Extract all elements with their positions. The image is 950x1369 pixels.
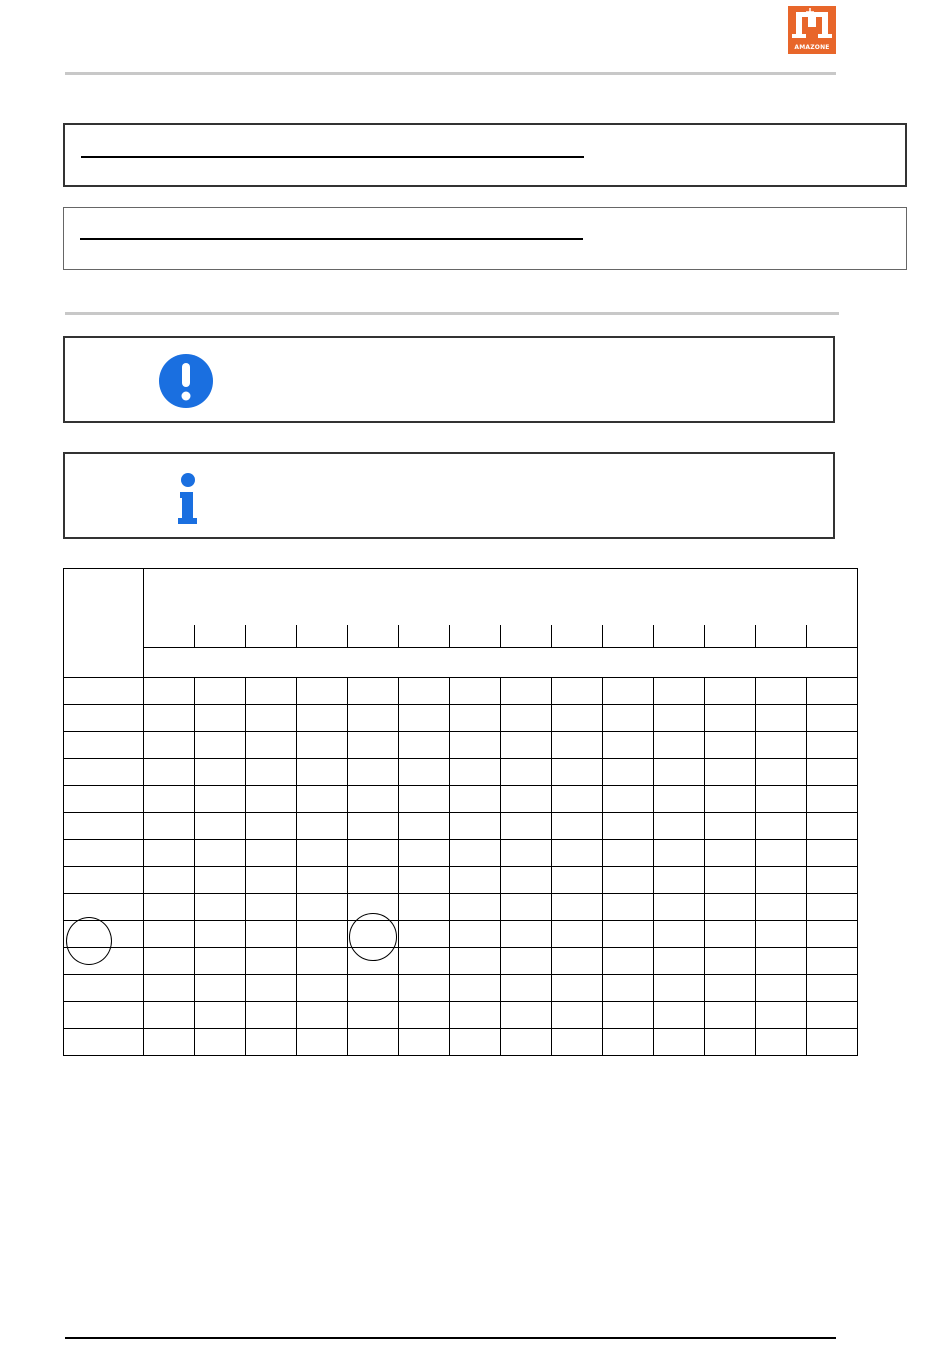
table-cell bbox=[501, 1002, 552, 1029]
table-cell bbox=[552, 840, 603, 867]
table-cell bbox=[654, 867, 705, 894]
table-row bbox=[64, 786, 858, 813]
table-cell bbox=[144, 813, 195, 840]
table-cell bbox=[195, 813, 246, 840]
table-cell bbox=[552, 948, 603, 975]
table-cell bbox=[399, 705, 450, 732]
table-cell bbox=[246, 705, 297, 732]
table-cell bbox=[195, 1002, 246, 1029]
table-cell bbox=[756, 1002, 807, 1029]
amazone-logo bbox=[788, 6, 836, 54]
table-cell bbox=[450, 759, 501, 786]
table-cell bbox=[603, 813, 654, 840]
table-cell bbox=[246, 759, 297, 786]
table-cell bbox=[195, 705, 246, 732]
table-cell bbox=[552, 1002, 603, 1029]
table-cell bbox=[603, 732, 654, 759]
table-cell bbox=[756, 1029, 807, 1056]
table-cell bbox=[501, 759, 552, 786]
table-cell bbox=[399, 1029, 450, 1056]
table-cell bbox=[144, 786, 195, 813]
table-cell bbox=[603, 678, 654, 705]
table-cell bbox=[807, 813, 858, 840]
table-cell bbox=[603, 786, 654, 813]
table-cell bbox=[756, 921, 807, 948]
table-cell bbox=[450, 1002, 501, 1029]
table-row-label-cell bbox=[64, 975, 144, 1002]
table-subheader-cell bbox=[807, 625, 858, 648]
table-cell bbox=[603, 1029, 654, 1056]
table-cell bbox=[654, 921, 705, 948]
table-cell bbox=[144, 759, 195, 786]
table-subheader-row bbox=[64, 625, 858, 648]
table-row bbox=[64, 1029, 858, 1056]
table-cell bbox=[552, 759, 603, 786]
table-row bbox=[64, 948, 858, 975]
table-cell bbox=[603, 921, 654, 948]
table-cell bbox=[399, 678, 450, 705]
table-cell bbox=[552, 1029, 603, 1056]
table-units-cell bbox=[144, 648, 858, 678]
table-cell bbox=[501, 1029, 552, 1056]
table-cell bbox=[246, 948, 297, 975]
table-cell bbox=[144, 840, 195, 867]
table-cell bbox=[807, 678, 858, 705]
table-cell bbox=[144, 867, 195, 894]
table-cell bbox=[705, 894, 756, 921]
table-cell bbox=[399, 759, 450, 786]
table-cell bbox=[348, 867, 399, 894]
table-cell bbox=[654, 759, 705, 786]
table-row bbox=[64, 975, 858, 1002]
table-cell bbox=[195, 867, 246, 894]
table-row bbox=[64, 705, 858, 732]
table-row-label-cell bbox=[64, 705, 144, 732]
table-cell bbox=[348, 786, 399, 813]
table-cell bbox=[705, 840, 756, 867]
table-cell bbox=[297, 759, 348, 786]
table-cell bbox=[756, 732, 807, 759]
table-cell bbox=[552, 975, 603, 1002]
table-row-label-cell bbox=[64, 786, 144, 813]
table-row-label-cell bbox=[64, 813, 144, 840]
table-cell bbox=[705, 1029, 756, 1056]
table-cell bbox=[399, 894, 450, 921]
table-cell bbox=[246, 1002, 297, 1029]
table-cell bbox=[348, 1002, 399, 1029]
calibration-table bbox=[63, 568, 858, 1056]
table-subheader-cell bbox=[348, 625, 399, 648]
table-cell bbox=[552, 867, 603, 894]
table-cell bbox=[552, 813, 603, 840]
table-cell bbox=[756, 867, 807, 894]
table-subheader-cell bbox=[195, 625, 246, 648]
table-cell bbox=[348, 975, 399, 1002]
table-cell bbox=[348, 705, 399, 732]
table-cell bbox=[705, 732, 756, 759]
table-cell bbox=[654, 678, 705, 705]
table-row-label-cell bbox=[64, 840, 144, 867]
table-subheader-cell bbox=[603, 625, 654, 648]
table-cell bbox=[552, 894, 603, 921]
table-cell bbox=[552, 732, 603, 759]
table-cell bbox=[705, 867, 756, 894]
logo-label: AMAZONE bbox=[794, 44, 830, 51]
table-row bbox=[64, 1002, 858, 1029]
table-cell bbox=[450, 705, 501, 732]
table-cell bbox=[756, 975, 807, 1002]
table-cell bbox=[705, 705, 756, 732]
table-cell bbox=[297, 705, 348, 732]
section-rule bbox=[65, 312, 839, 315]
table-cell bbox=[399, 948, 450, 975]
table-row-label-cell bbox=[64, 678, 144, 705]
table-cell bbox=[654, 813, 705, 840]
table-cell bbox=[654, 705, 705, 732]
table-cell bbox=[144, 705, 195, 732]
table-cell bbox=[195, 921, 246, 948]
table-cell bbox=[705, 921, 756, 948]
table-cell bbox=[450, 786, 501, 813]
table-row-label-cell bbox=[64, 1029, 144, 1056]
table-cell bbox=[399, 975, 450, 1002]
table-cell bbox=[195, 759, 246, 786]
heading-underline-1 bbox=[81, 156, 584, 158]
table-cell bbox=[603, 867, 654, 894]
table-cell bbox=[654, 786, 705, 813]
table-cell bbox=[501, 813, 552, 840]
table-subheader-cell bbox=[399, 625, 450, 648]
table-cell bbox=[450, 840, 501, 867]
table-cell bbox=[246, 840, 297, 867]
table-cell bbox=[297, 732, 348, 759]
table-cell bbox=[246, 1029, 297, 1056]
table-cell bbox=[807, 840, 858, 867]
table-cell bbox=[246, 894, 297, 921]
table-cell bbox=[705, 1002, 756, 1029]
table-cell bbox=[705, 678, 756, 705]
table-cell bbox=[603, 975, 654, 1002]
table-cell bbox=[654, 948, 705, 975]
table-cell bbox=[297, 840, 348, 867]
table-cell bbox=[450, 975, 501, 1002]
table-cell bbox=[297, 1029, 348, 1056]
table-cell bbox=[144, 732, 195, 759]
table-cell bbox=[195, 975, 246, 1002]
table-cell bbox=[195, 894, 246, 921]
table-cell bbox=[348, 678, 399, 705]
table-cell bbox=[246, 975, 297, 1002]
table-cell bbox=[195, 948, 246, 975]
table-cell bbox=[399, 813, 450, 840]
table-cell bbox=[807, 894, 858, 921]
table-cell bbox=[246, 678, 297, 705]
table-cell bbox=[399, 1002, 450, 1029]
table-cell bbox=[144, 975, 195, 1002]
table-cell bbox=[195, 786, 246, 813]
table-cell bbox=[144, 1029, 195, 1056]
table-cell bbox=[552, 786, 603, 813]
table-row bbox=[64, 840, 858, 867]
table-cell bbox=[297, 813, 348, 840]
table-row bbox=[64, 921, 858, 948]
table-cell bbox=[654, 894, 705, 921]
table-cell bbox=[297, 894, 348, 921]
table-cell bbox=[399, 867, 450, 894]
table-cell bbox=[552, 678, 603, 705]
table-cell bbox=[756, 948, 807, 975]
table-cell bbox=[144, 948, 195, 975]
table-cell bbox=[246, 732, 297, 759]
heading-box-2 bbox=[63, 207, 907, 270]
table-cell bbox=[297, 786, 348, 813]
table-cell bbox=[654, 975, 705, 1002]
table-cell bbox=[501, 678, 552, 705]
table-cell bbox=[195, 1029, 246, 1056]
table-row bbox=[64, 867, 858, 894]
table-grid bbox=[63, 568, 858, 1056]
exclamation-icon bbox=[157, 354, 215, 408]
table-cell bbox=[807, 867, 858, 894]
table-cell bbox=[552, 705, 603, 732]
table-cell bbox=[501, 867, 552, 894]
table-cell bbox=[246, 786, 297, 813]
table-row bbox=[64, 732, 858, 759]
table-cell bbox=[297, 867, 348, 894]
table-cell bbox=[603, 840, 654, 867]
table-row-label-cell bbox=[64, 732, 144, 759]
table-row-label-cell bbox=[64, 894, 144, 921]
table-header-cell bbox=[144, 569, 858, 626]
table-cell bbox=[450, 948, 501, 975]
table-cell bbox=[450, 867, 501, 894]
table-cell bbox=[552, 921, 603, 948]
table-cell bbox=[246, 867, 297, 894]
table-cell bbox=[807, 921, 858, 948]
table-cell bbox=[297, 975, 348, 1002]
table-cell bbox=[450, 894, 501, 921]
table-cell bbox=[756, 840, 807, 867]
header-rule bbox=[65, 72, 836, 75]
table-row-label-cell bbox=[64, 1002, 144, 1029]
table-cell bbox=[654, 1002, 705, 1029]
table-cell bbox=[450, 921, 501, 948]
marker-circle-1 bbox=[66, 917, 112, 965]
table-cell bbox=[348, 813, 399, 840]
table-cell bbox=[705, 786, 756, 813]
table-cell bbox=[399, 732, 450, 759]
table-cell bbox=[348, 840, 399, 867]
table-cell bbox=[654, 732, 705, 759]
table-cell bbox=[399, 921, 450, 948]
table-cell bbox=[705, 948, 756, 975]
table-cell bbox=[501, 894, 552, 921]
table-cell bbox=[144, 1002, 195, 1029]
table-cell bbox=[501, 732, 552, 759]
heading-underline-2 bbox=[80, 238, 583, 240]
table-cell bbox=[297, 1002, 348, 1029]
table-subheader-cell bbox=[501, 625, 552, 648]
table-row bbox=[64, 894, 858, 921]
table-cell bbox=[756, 678, 807, 705]
important-notice-box bbox=[63, 336, 835, 423]
table-cell bbox=[603, 894, 654, 921]
table-cell bbox=[144, 678, 195, 705]
table-cell bbox=[246, 813, 297, 840]
table-row-label-cell bbox=[64, 759, 144, 786]
table-cell bbox=[450, 732, 501, 759]
table-subheader-cell bbox=[756, 625, 807, 648]
table-row bbox=[64, 759, 858, 786]
tractor-icon bbox=[788, 6, 836, 46]
table-cell bbox=[195, 840, 246, 867]
info-icon bbox=[172, 470, 204, 526]
table-cell bbox=[144, 921, 195, 948]
table-subheader-cell bbox=[246, 625, 297, 648]
info-notice-box bbox=[63, 452, 835, 539]
table-cell bbox=[297, 678, 348, 705]
table-cell bbox=[348, 759, 399, 786]
table-cell bbox=[501, 786, 552, 813]
table-row-label-cell bbox=[64, 867, 144, 894]
table-cell bbox=[807, 975, 858, 1002]
heading-box-1 bbox=[63, 123, 907, 187]
table-subheader-cell bbox=[552, 625, 603, 648]
table-cell bbox=[348, 732, 399, 759]
table-cell bbox=[501, 705, 552, 732]
table-cell bbox=[399, 786, 450, 813]
table-cell bbox=[399, 840, 450, 867]
table-cell bbox=[756, 759, 807, 786]
table-cell bbox=[756, 786, 807, 813]
table-cell bbox=[807, 786, 858, 813]
table-subheader-cell bbox=[705, 625, 756, 648]
table-cell bbox=[501, 921, 552, 948]
table-cell bbox=[654, 840, 705, 867]
table-cell bbox=[348, 1029, 399, 1056]
table-cell bbox=[195, 732, 246, 759]
table-cell bbox=[654, 1029, 705, 1056]
table-subheader-cell bbox=[144, 625, 195, 648]
table-cell bbox=[297, 921, 348, 948]
table-row bbox=[64, 813, 858, 840]
table-cell bbox=[705, 813, 756, 840]
table-cell bbox=[705, 759, 756, 786]
table-subheader-cell bbox=[450, 625, 501, 648]
footer-rule bbox=[65, 1337, 836, 1339]
table-cell bbox=[603, 948, 654, 975]
table-cell bbox=[501, 840, 552, 867]
table-cell bbox=[807, 1002, 858, 1029]
table-cell bbox=[603, 705, 654, 732]
marker-circle-2 bbox=[349, 913, 397, 961]
table-cell bbox=[246, 921, 297, 948]
table-row bbox=[64, 678, 858, 705]
table-corner-cell bbox=[64, 569, 144, 678]
table-cell bbox=[450, 678, 501, 705]
table-cell bbox=[807, 1029, 858, 1056]
table-cell bbox=[195, 678, 246, 705]
table-cell bbox=[705, 975, 756, 1002]
table-cell bbox=[807, 705, 858, 732]
table-cell bbox=[756, 894, 807, 921]
table-cell bbox=[756, 705, 807, 732]
table-cell bbox=[501, 975, 552, 1002]
table-cell bbox=[807, 759, 858, 786]
table-cell bbox=[603, 1002, 654, 1029]
table-cell bbox=[450, 1029, 501, 1056]
table-cell bbox=[501, 948, 552, 975]
table-cell bbox=[297, 948, 348, 975]
table-subheader-cell bbox=[297, 625, 348, 648]
table-cell bbox=[144, 894, 195, 921]
table-cell bbox=[807, 948, 858, 975]
table-cell bbox=[450, 813, 501, 840]
table-subheader-cell bbox=[654, 625, 705, 648]
table-cell bbox=[807, 732, 858, 759]
table-cell bbox=[756, 813, 807, 840]
table-cell bbox=[603, 759, 654, 786]
